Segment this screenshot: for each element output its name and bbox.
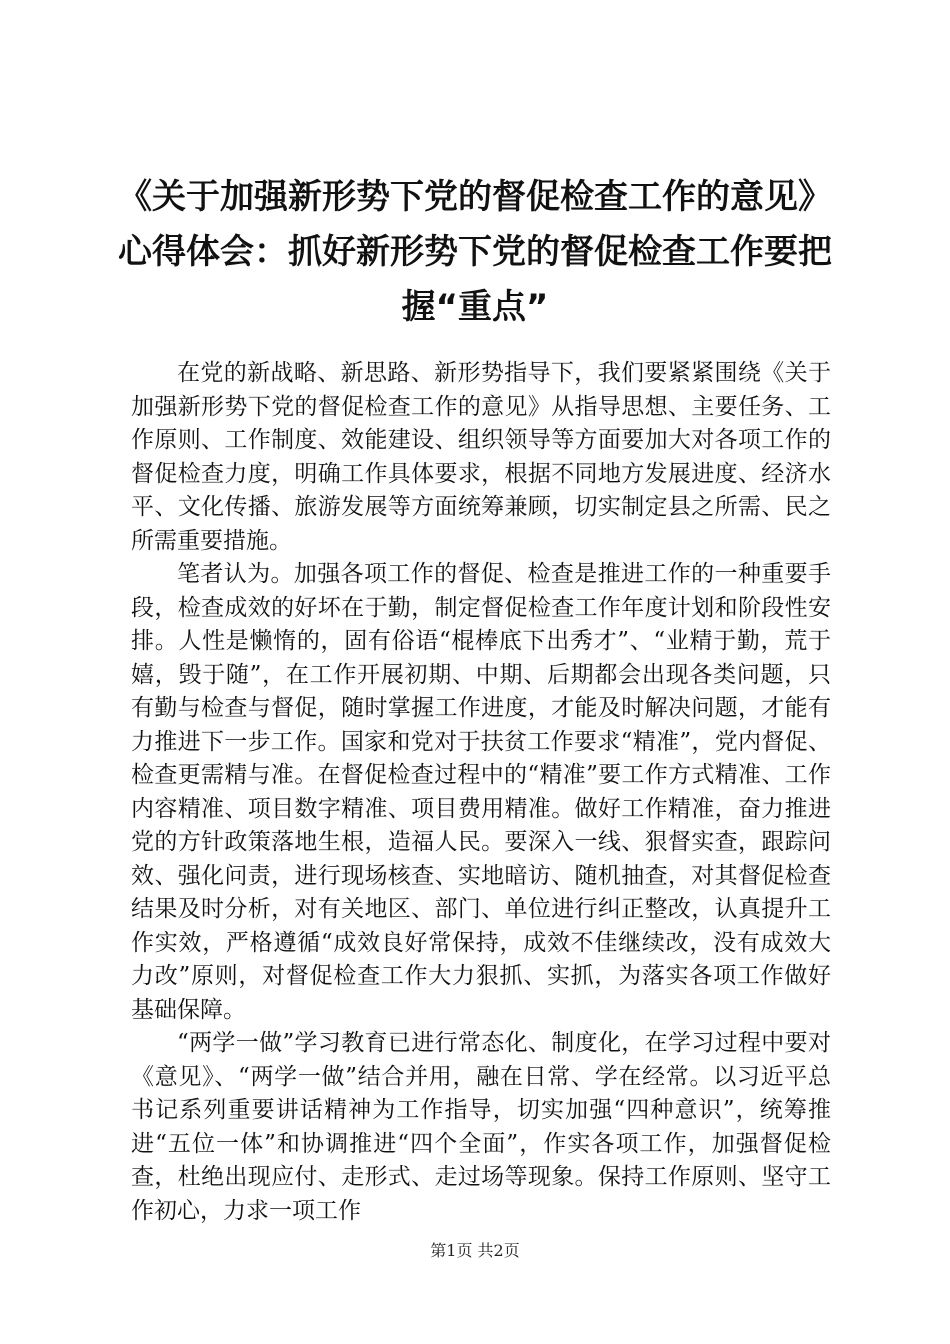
paragraph-2: 笔者认为。加强各项工作的督促、检查是推进工作的一种重要手段，检查成效的好坏在于勤，制定督促检查工作年度计划和阶段性安排。人性是懒惰的，固有俗语“棍棒底下出秀才”、“业精于勤，荒于嬉，毁于随”，在工作开展初期、中期、后期都会出现各类问题，只有勤与检查与督促，随时掌握工作进度，才能及时解决问题，才能有力推进下一步工作。国家和党对于扶贫工作要求“精准”，党内督促、检查更需精与准。在督促检查过程中的“精准”要工作方式精准、工作内容精准、项目数字精准、项目费用精准。做好工作精准，奋力推进党的方针政策落地生根，造福人民。要深入一线、狠督实查，跟踪问效、强化问责，进行现场核查、实地暗访、随机抽查，对其督促检查结果及时分析，对有关地区、部门、单位进行纠正整改，认真提升工作实效，严格遵循“成效良好常保持，成效不佳继续改，没有成效大力改”原则，对督促检查工作大力狠抓、实抓，为落实各项工作做好基础保障。 xyxy=(131,561,831,1023)
paragraph-1: 在党的新战略、新思路、新形势指导下，我们要紧紧围绕《关于加强新形势下党的督促检查工作的意见》从指导思想、主要任务、工作原则、工作制度、效能建设、组织领导等方面要加大对各项工作的督促检查力度，明确工作具体要求，根据不同地方发展进度、经济水平、文化传播、旅游发展等方面统筹兼顾，切实制定县之所需、民之所需重要措施。 xyxy=(131,360,831,554)
document-body xyxy=(131,357,831,1228)
page-footer: 第1页 共2页 xyxy=(430,1241,520,1260)
paragraph-3: “两学一做”学习教育已进行常态化、制度化，在学习过程中要对《意见》、“两学一做”结合并用，融在日常、学在经常。以习近平总书记系列重要讲话精神为工作指导，切实加强“四种意识”，统筹推进“五位一体”和协调推进“四个全面”，作实各项工作，加强督促检查，杜绝出现应付、走形式、走过场等现象。保持工作原则、坚守工作初心，力求一项工作 xyxy=(131,1030,831,1224)
document-title: 《关于加强新形势下党的督促检查工作的意见》心得体会：抓好新形势下党的督促检查工作要把握“重点” xyxy=(118,177,832,327)
